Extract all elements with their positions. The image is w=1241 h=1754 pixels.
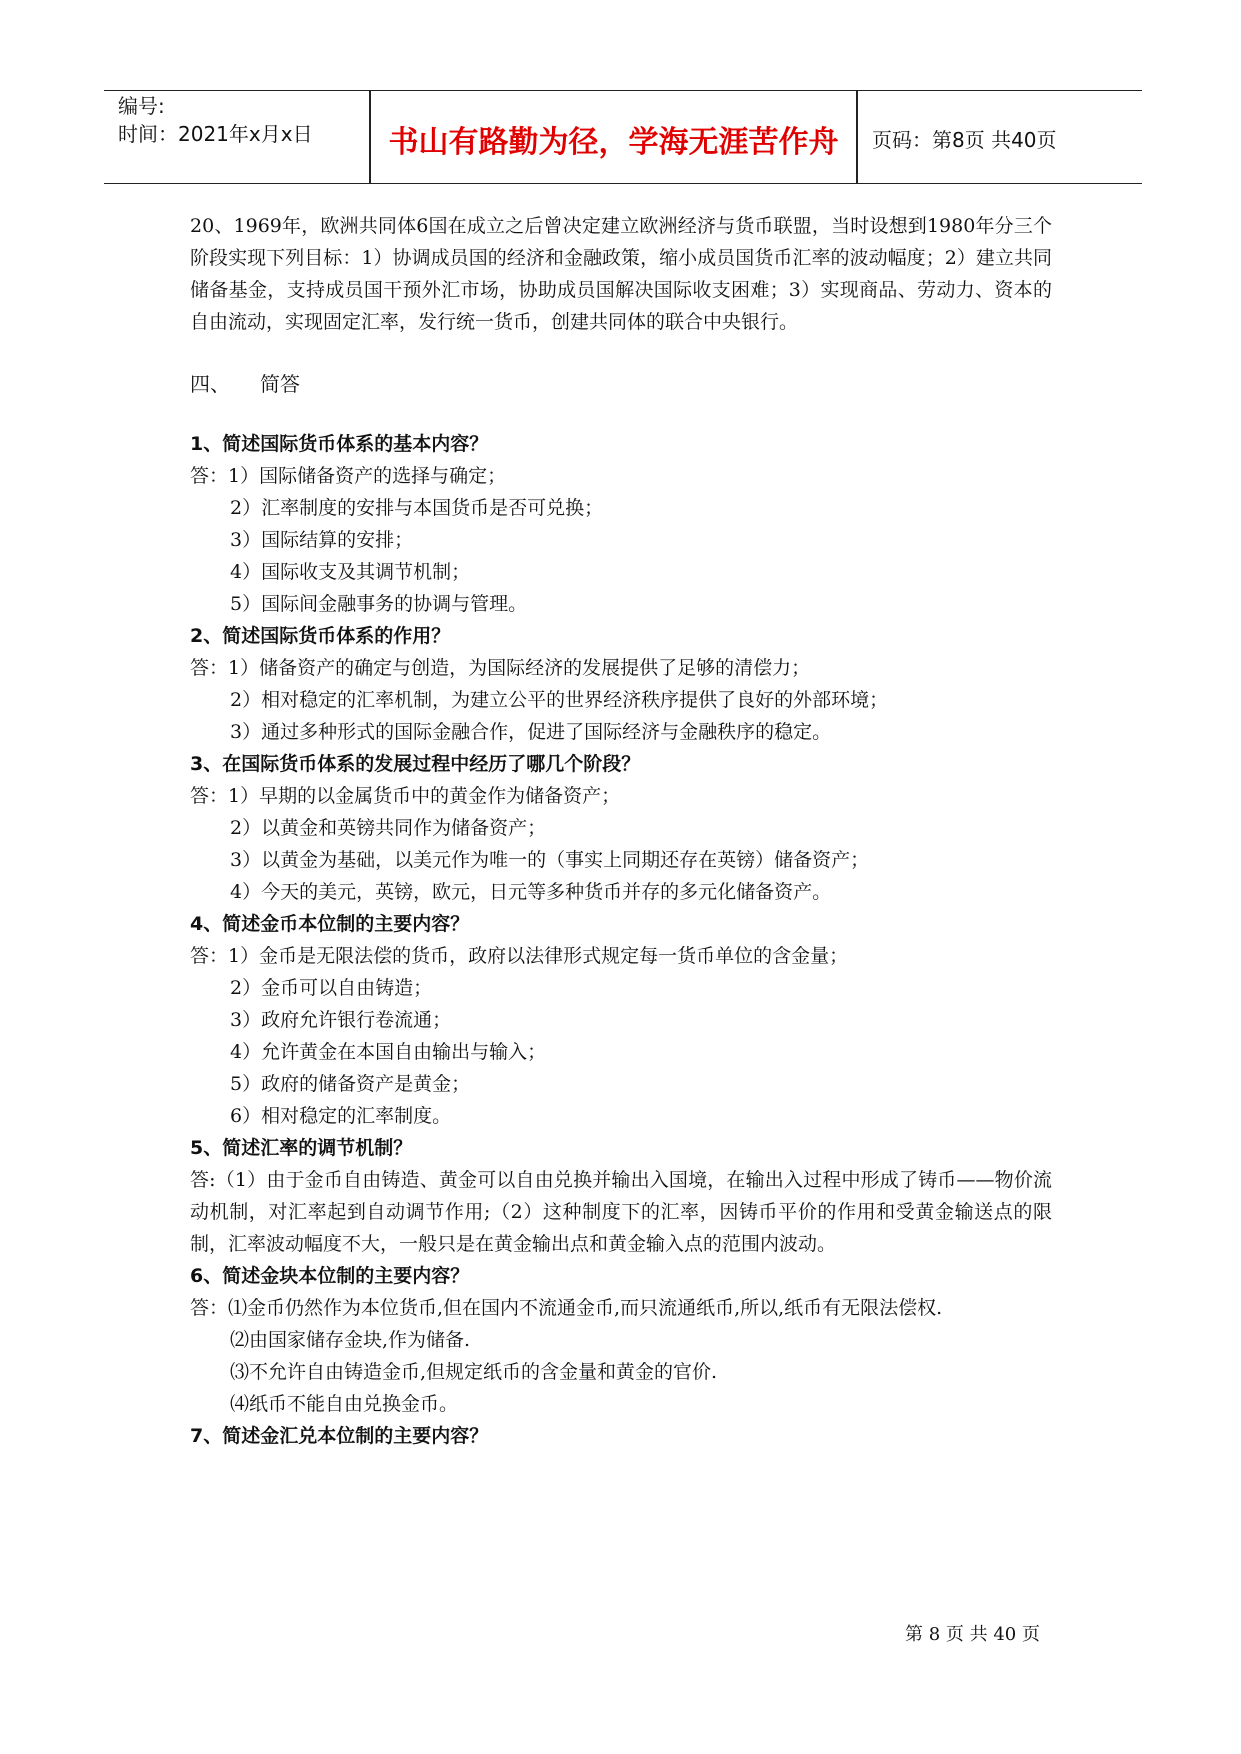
answer-item: 3）以黄金为基础，以美元作为唯一的（事实上同期还存在英镑）储备资产； (230, 849, 870, 871)
question-title: 2、简述国际货币体系的作用？ (190, 625, 451, 647)
answer-item: ⑶不允许自由铸造金币,但规定纸币的含金量和黄金的官价. (230, 1361, 718, 1383)
answer-lead: 答：1）金币是无限法偿的货币，政府以法律形式规定每一货币单位的含金量； (190, 945, 849, 967)
question-title: 5、简述汇率的调节机制？ (190, 1137, 413, 1159)
answer-lead: 答：1）早期的以金属货币中的黄金作为储备资产； (190, 785, 621, 807)
answer-item: 2）汇率制度的安排与本国货币是否可兑换； (230, 497, 604, 519)
answer-item: 2）相对稳定的汇率机制，为建立公平的世界经济秩序提供了良好的外部环境； (230, 689, 889, 711)
answer-item: 5）国际间金融事务的协调与管理。 (230, 593, 528, 615)
question-title: 4、简述金币本位制的主要内容？ (190, 913, 470, 935)
section-title: 简答 (260, 372, 300, 396)
section-number: 四、 (190, 372, 230, 396)
answer-lead: 答：1）储备资产的确定与创造，为国际经济的发展提供了足够的清偿力； (190, 657, 811, 679)
answer-item: 3）国际结算的安排； (230, 529, 414, 551)
question-block (190, 620, 1052, 748)
section-heading (190, 368, 1052, 400)
time-label: 时间：2021年x月x日 (118, 122, 313, 146)
answer-item: ⑷纸币不能自由兑换金币。 (230, 1393, 459, 1415)
question-block (190, 1420, 1052, 1452)
question-block (190, 428, 1052, 620)
header-divider (856, 91, 858, 183)
header-page-code: 页码：第8页 共40页 (872, 128, 1057, 152)
answer-item: 2）金币可以自由铸造； (230, 977, 433, 999)
question-title: 1、简述国际货币体系的基本内容？ (190, 433, 489, 455)
document-body (190, 210, 1052, 1452)
intro-paragraph: 20、1969年，欧洲共同体6国在成立之后曾决定建立欧洲经济与货币联盟，当时设想到1980年分三个阶段实现下列目标：1）协调成员国的经济和金融政策，缩小成员国货币汇率的波动幅度；2）建立共同储备基金，支持成员国干预外汇市场，协助成员国解决国际收支困难；3）实现商品、劳动力、资本的自由流动，实现固定汇率，发行统一货币，创建共同体的联合中央银行。 (190, 215, 1052, 333)
question-title: 3、在国际货币体系的发展过程中经历了哪几个阶段？ (190, 753, 641, 775)
page-footer: 第 8 页 共 40 页 (905, 1624, 1040, 1645)
answer-item: 2）以黄金和英镑共同作为储备资产； (230, 817, 547, 839)
question-block (190, 1132, 1052, 1260)
answer-item: 5）政府的储备资产是黄金； (230, 1073, 471, 1095)
page-header (104, 90, 1142, 184)
answer-lead: 答：1）国际储备资产的选择与确定； (190, 465, 507, 487)
answer-item: 6）相对稳定的汇率制度。 (230, 1105, 452, 1127)
number-label: 编号: (118, 94, 165, 118)
question-block (190, 1260, 1052, 1420)
answer-item: ⑵由国家储存金块,作为储备. (230, 1329, 471, 1351)
question-title: 7、简述金汇兑本位制的主要内容？ (190, 1425, 489, 1447)
answer-item: 3）通过多种形式的国际金融合作，促进了国际经济与金融秩序的稳定。 (230, 721, 832, 743)
question-title: 6、简述金块本位制的主要内容？ (190, 1265, 470, 1287)
answer-lead: 答：⑴金币仍然作为本位货币,但在国内不流通金币,而只流通纸币,所以,纸币有无限法偿权. (190, 1297, 943, 1319)
answer-item: 4）国际收支及其调节机制； (230, 561, 471, 583)
question-block (190, 748, 1052, 908)
answer-item: 3）政府允许银行卷流通； (230, 1009, 452, 1031)
answer-item: 4）允许黄金在本国自由输出与输入； (230, 1041, 547, 1063)
answer-paragraph: 答:（1）由于金币自由铸造、黄金可以自由兑换并输出入国境，在输出入过程中形成了铸币——物价流动机制，对汇率起到自动调节作用;（2）这种制度下的汇率，因铸币平价的作用和受黄金输送点的限制，汇率波动幅度不大，一般只是在黄金输出点和黄金输入点的范围内波动。 (190, 1169, 1052, 1255)
answer-item: 4）今天的美元，英镑，欧元，日元等多种货币并存的多元化储备资产。 (230, 881, 832, 903)
header-motto: 书山有路勤为径，学海无涯苦作舟 (388, 125, 839, 160)
question-block (190, 908, 1052, 1132)
